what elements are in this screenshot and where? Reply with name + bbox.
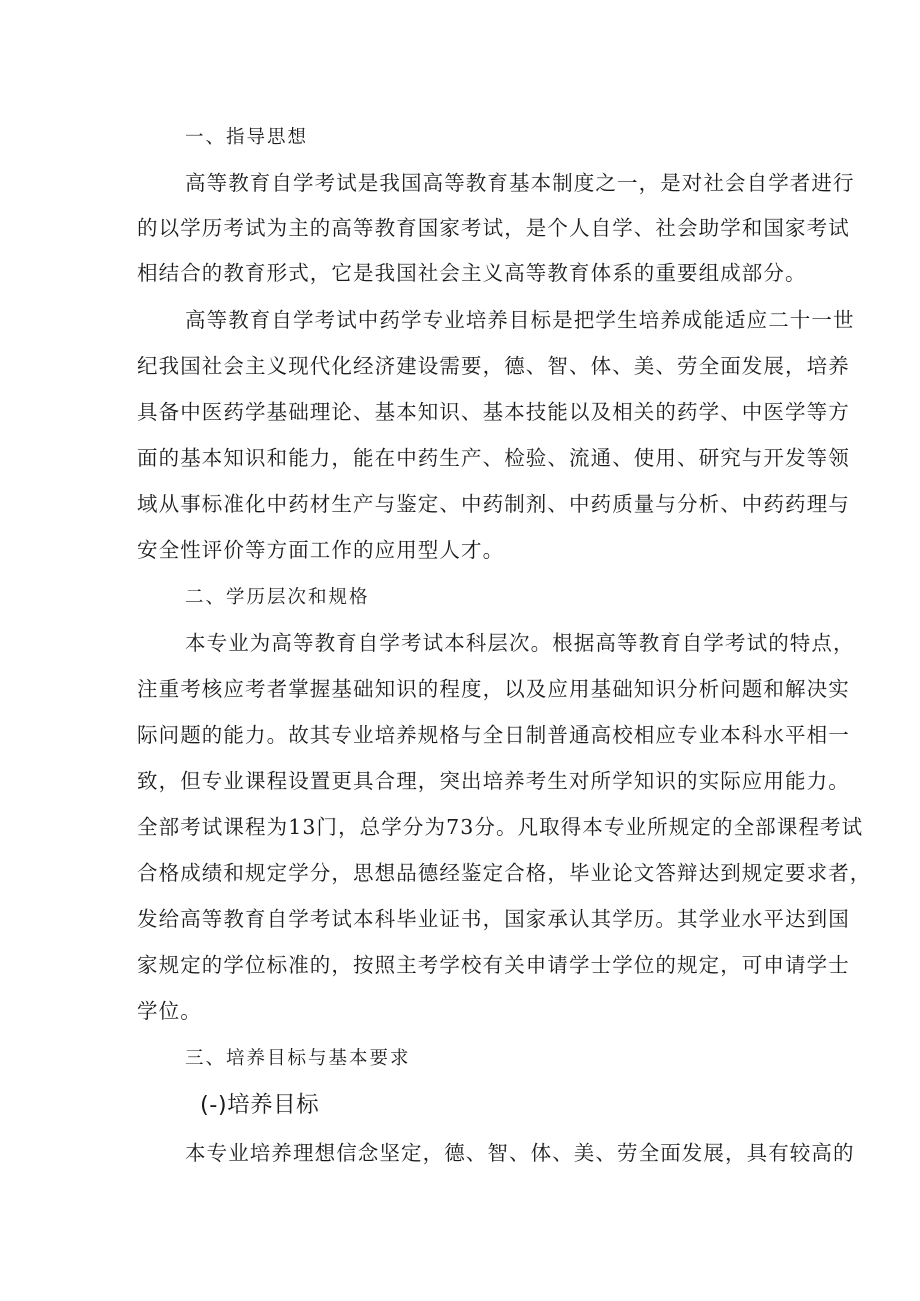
paragraph-line: 发给高等教育自学考试本科毕业证书，国家承认其学历。其学业水平达到国 — [137, 907, 850, 931]
paragraph-line: 相结合的教育形式，它是我国社会主义高等教育体系的重要组成部分。 — [137, 261, 807, 285]
subsection-heading: (-)培养目标 — [200, 1092, 320, 1118]
paragraph-line: 具备中医药学基础理论、基本知识、基本技能以及相关的药学、中医学等方 — [137, 400, 850, 424]
paragraph-line: 的以学历考试为主的高等教育国家考试，是个人自学、社会助学和国家考试 — [137, 216, 850, 240]
paragraph-line: 注重考核应考者掌握基础知识的程度，以及应用基础知识分析问题和解决实 — [137, 677, 850, 701]
paragraph-line: 安全性评价等方面工作的应用型人才。 — [137, 538, 505, 562]
section-3-heading: 三、培养目标与基本要求 — [185, 1048, 411, 1069]
paragraph-line: 合格成绩和规定学分，思想品德经鉴定合格，毕业论文答辩达到规定要求者， — [137, 861, 872, 885]
paragraph-line: 高等教育自学考试是我国高等教育基本制度之一，是对社会自学者进行 — [185, 171, 855, 195]
paragraph-line: 致，但专业课程设置更具合理，突出培养考生对所学知识的实际应用能力。 — [137, 769, 850, 793]
paragraph-line: 全部考试课程为13门，总学分为73分。凡取得本专业所规定的全部课程考试 — [137, 815, 864, 839]
paragraph-line: 际问题的能力。故其专业培养规格与全日制普通高校相应专业本科水平相一 — [137, 723, 850, 747]
paragraph-line: 本专业培养理想信念坚定，德、智、体、美、劳全面发展，具有较高的 — [185, 1141, 855, 1165]
paragraph-line: 学位。 — [137, 999, 202, 1023]
paragraph-line: 高等教育自学考试中药学专业培养目标是把学生培养成能适应二十一世 — [185, 308, 855, 332]
paragraph-line: 家规定的学位标准的，按照主考学校有关申请学士学位的规定，可申请学士 — [137, 953, 850, 977]
paragraph-line: 面的基本知识和能力，能在中药生产、检验、流通、使用、研究与开发等领 — [137, 446, 850, 470]
paragraph-line: 本专业为高等教育自学考试本科层次。根据高等教育自学考试的特点， — [185, 631, 855, 655]
section-1-heading: 一、指导思想 — [185, 127, 309, 148]
paragraph-line: 域从事标准化中药材生产与鉴定、中药制剂、中药质量与分析、中药药理与 — [137, 492, 850, 516]
paragraph-line: 纪我国社会主义现代化经济建设需要，德、智、体、美、劳全面发展，培养 — [137, 354, 850, 378]
section-2-heading: 二、学历层次和规格 — [185, 587, 370, 608]
